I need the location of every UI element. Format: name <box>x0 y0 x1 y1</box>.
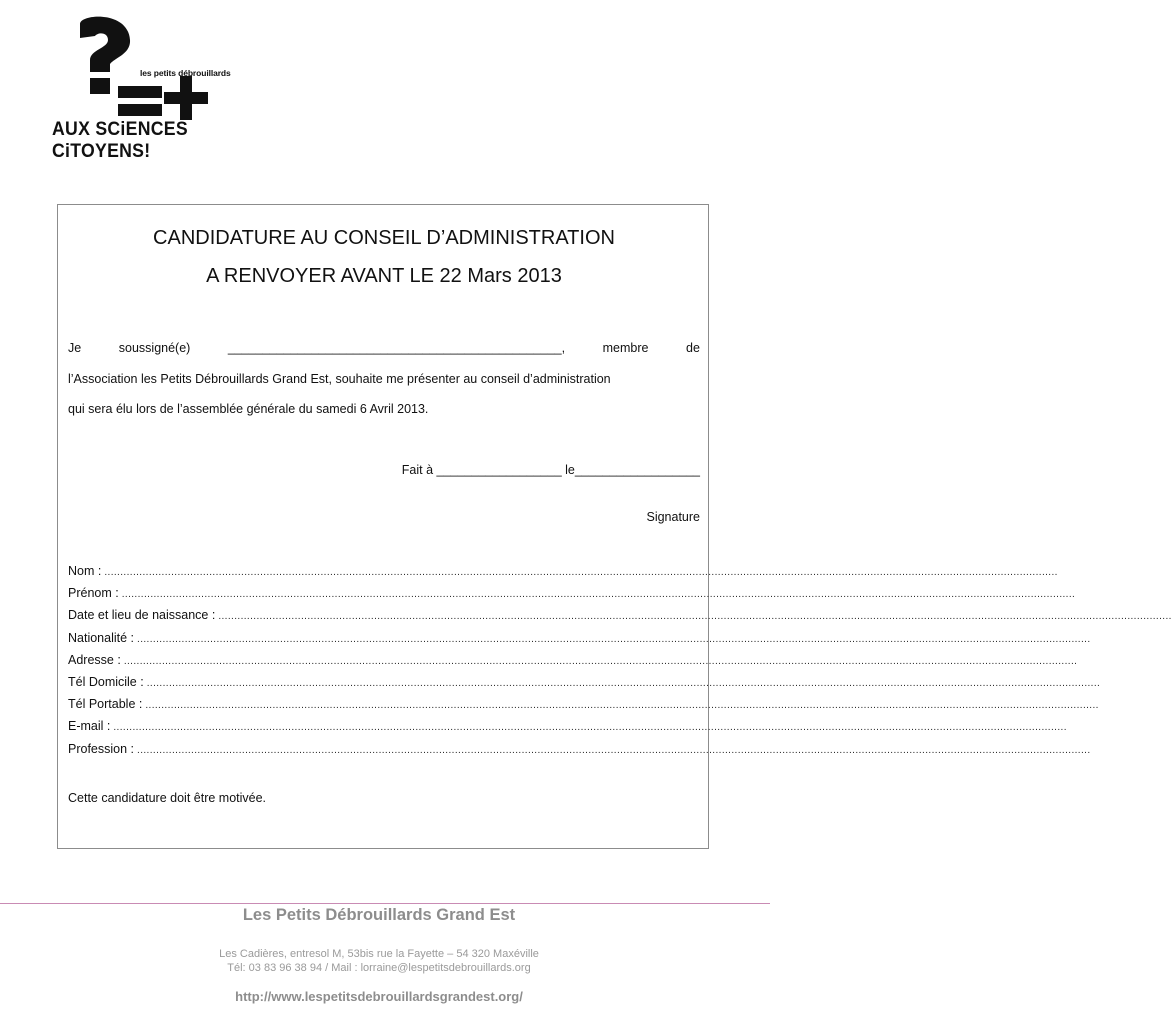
field-label: Tél Domicile : <box>68 674 144 689</box>
motivation-note: Cette candidature doit être motivée. <box>68 791 267 805</box>
field-label: Nom : <box>68 564 102 578</box>
field-label: Adresse : <box>68 652 121 667</box>
intro-line-2: l’Association les Petits Débrouillards Grand Est, souhaite me présenter au conseil d’administration <box>68 372 611 386</box>
field-nom[interactable] <box>68 564 1058 586</box>
footer-org-name: Les Petits Débrouillards Grand Est <box>242 906 516 924</box>
form-deadline: A RENVOYER AVANT LE 22 Mars 2013 <box>206 265 562 287</box>
field-dotted-line[interactable]: ............................................................................................................................................................................................................................................................................................................ <box>121 589 1076 601</box>
logo-line-2: CiTOYENS! <box>52 141 151 162</box>
logo-line-1: AUX SCiENCES <box>52 119 188 140</box>
field-email[interactable] <box>68 719 1067 741</box>
field-label: Profession : <box>68 741 135 756</box>
field-profession[interactable] <box>68 741 1091 764</box>
intro-line-1 <box>68 341 700 355</box>
field-tel-domicile[interactable] <box>68 674 1101 697</box>
field-dotted-line[interactable]: ............................................................................................................................................................................................................................................................................................................ <box>104 567 1058 578</box>
footer-contact: Tél: 03 83 96 38 94 / Mail : lorraine@lespetitsdebrouillards.org <box>227 962 531 974</box>
field-nationalite[interactable] <box>68 630 1091 653</box>
footer-address: Les Cadières, entresol M, 53bis rue la Fayette – 54 320 Maxéville <box>219 948 539 960</box>
field-adresse[interactable] <box>68 652 1078 675</box>
signature-label: Signature <box>646 510 700 524</box>
intro-line-3: qui sera élu lors de l’assemblée générale du samedi 6 Avril 2013. <box>68 402 429 416</box>
intro-name-blank[interactable]: ________________________________________________, <box>227 341 566 355</box>
field-dotted-line[interactable]: ............................................................................................................................................................................................................................................................................................................ <box>146 677 1101 689</box>
field-dotted-line[interactable]: ............................................................................................................................................................................................................................................................................................................ <box>137 633 1091 645</box>
intro-word-soussigne: soussigné(e) <box>118 341 191 355</box>
field-label: Tél Portable : <box>68 697 143 712</box>
field-prenom[interactable] <box>68 586 1076 608</box>
field-dotted-line[interactable]: ............................................................................................................................................................................................................................................................................................................ <box>123 655 1078 667</box>
field-label: Nationalité : <box>68 630 135 645</box>
personal-info-fields <box>68 564 1172 764</box>
logo <box>50 14 231 170</box>
field-dotted-line[interactable]: ............................................................................................................................................................................................................................................................................................................ <box>137 744 1091 756</box>
field-dotted-line[interactable]: ............................................................................................................................................................................................................................................................................................................ <box>145 700 1099 712</box>
form-title: CANDIDATURE AU CONSEIL D’ADMINISTRATION <box>153 227 615 249</box>
field-date-lieu-naissance[interactable] <box>68 608 1172 630</box>
footer-website-link[interactable]: http://www.lespetitsdebrouillardsgrandest.org/ <box>235 989 523 1004</box>
intro-word-membre: membre <box>602 341 649 355</box>
footer-divider <box>0 903 770 904</box>
field-label: Date et lieu de naissance : <box>68 608 216 623</box>
field-dotted-line[interactable]: ............................................................................................................................................................................................................................................................................................................ <box>113 722 1067 734</box>
intro-word-de: de <box>686 341 700 355</box>
field-label: E-mail : <box>68 719 111 734</box>
logo-small-text: les petits débrouillards <box>140 68 231 78</box>
application-form-box <box>57 204 1172 849</box>
field-tel-portable[interactable] <box>68 697 1099 719</box>
field-dotted-line[interactable]: ............................................................................................................................................................................................................................................................................................................ <box>218 611 1172 623</box>
intro-word-je: Je <box>68 341 82 355</box>
fait-a-le-line[interactable]: Fait à __________________ le__________________ <box>401 463 700 477</box>
field-label: Prénom : <box>68 586 119 601</box>
